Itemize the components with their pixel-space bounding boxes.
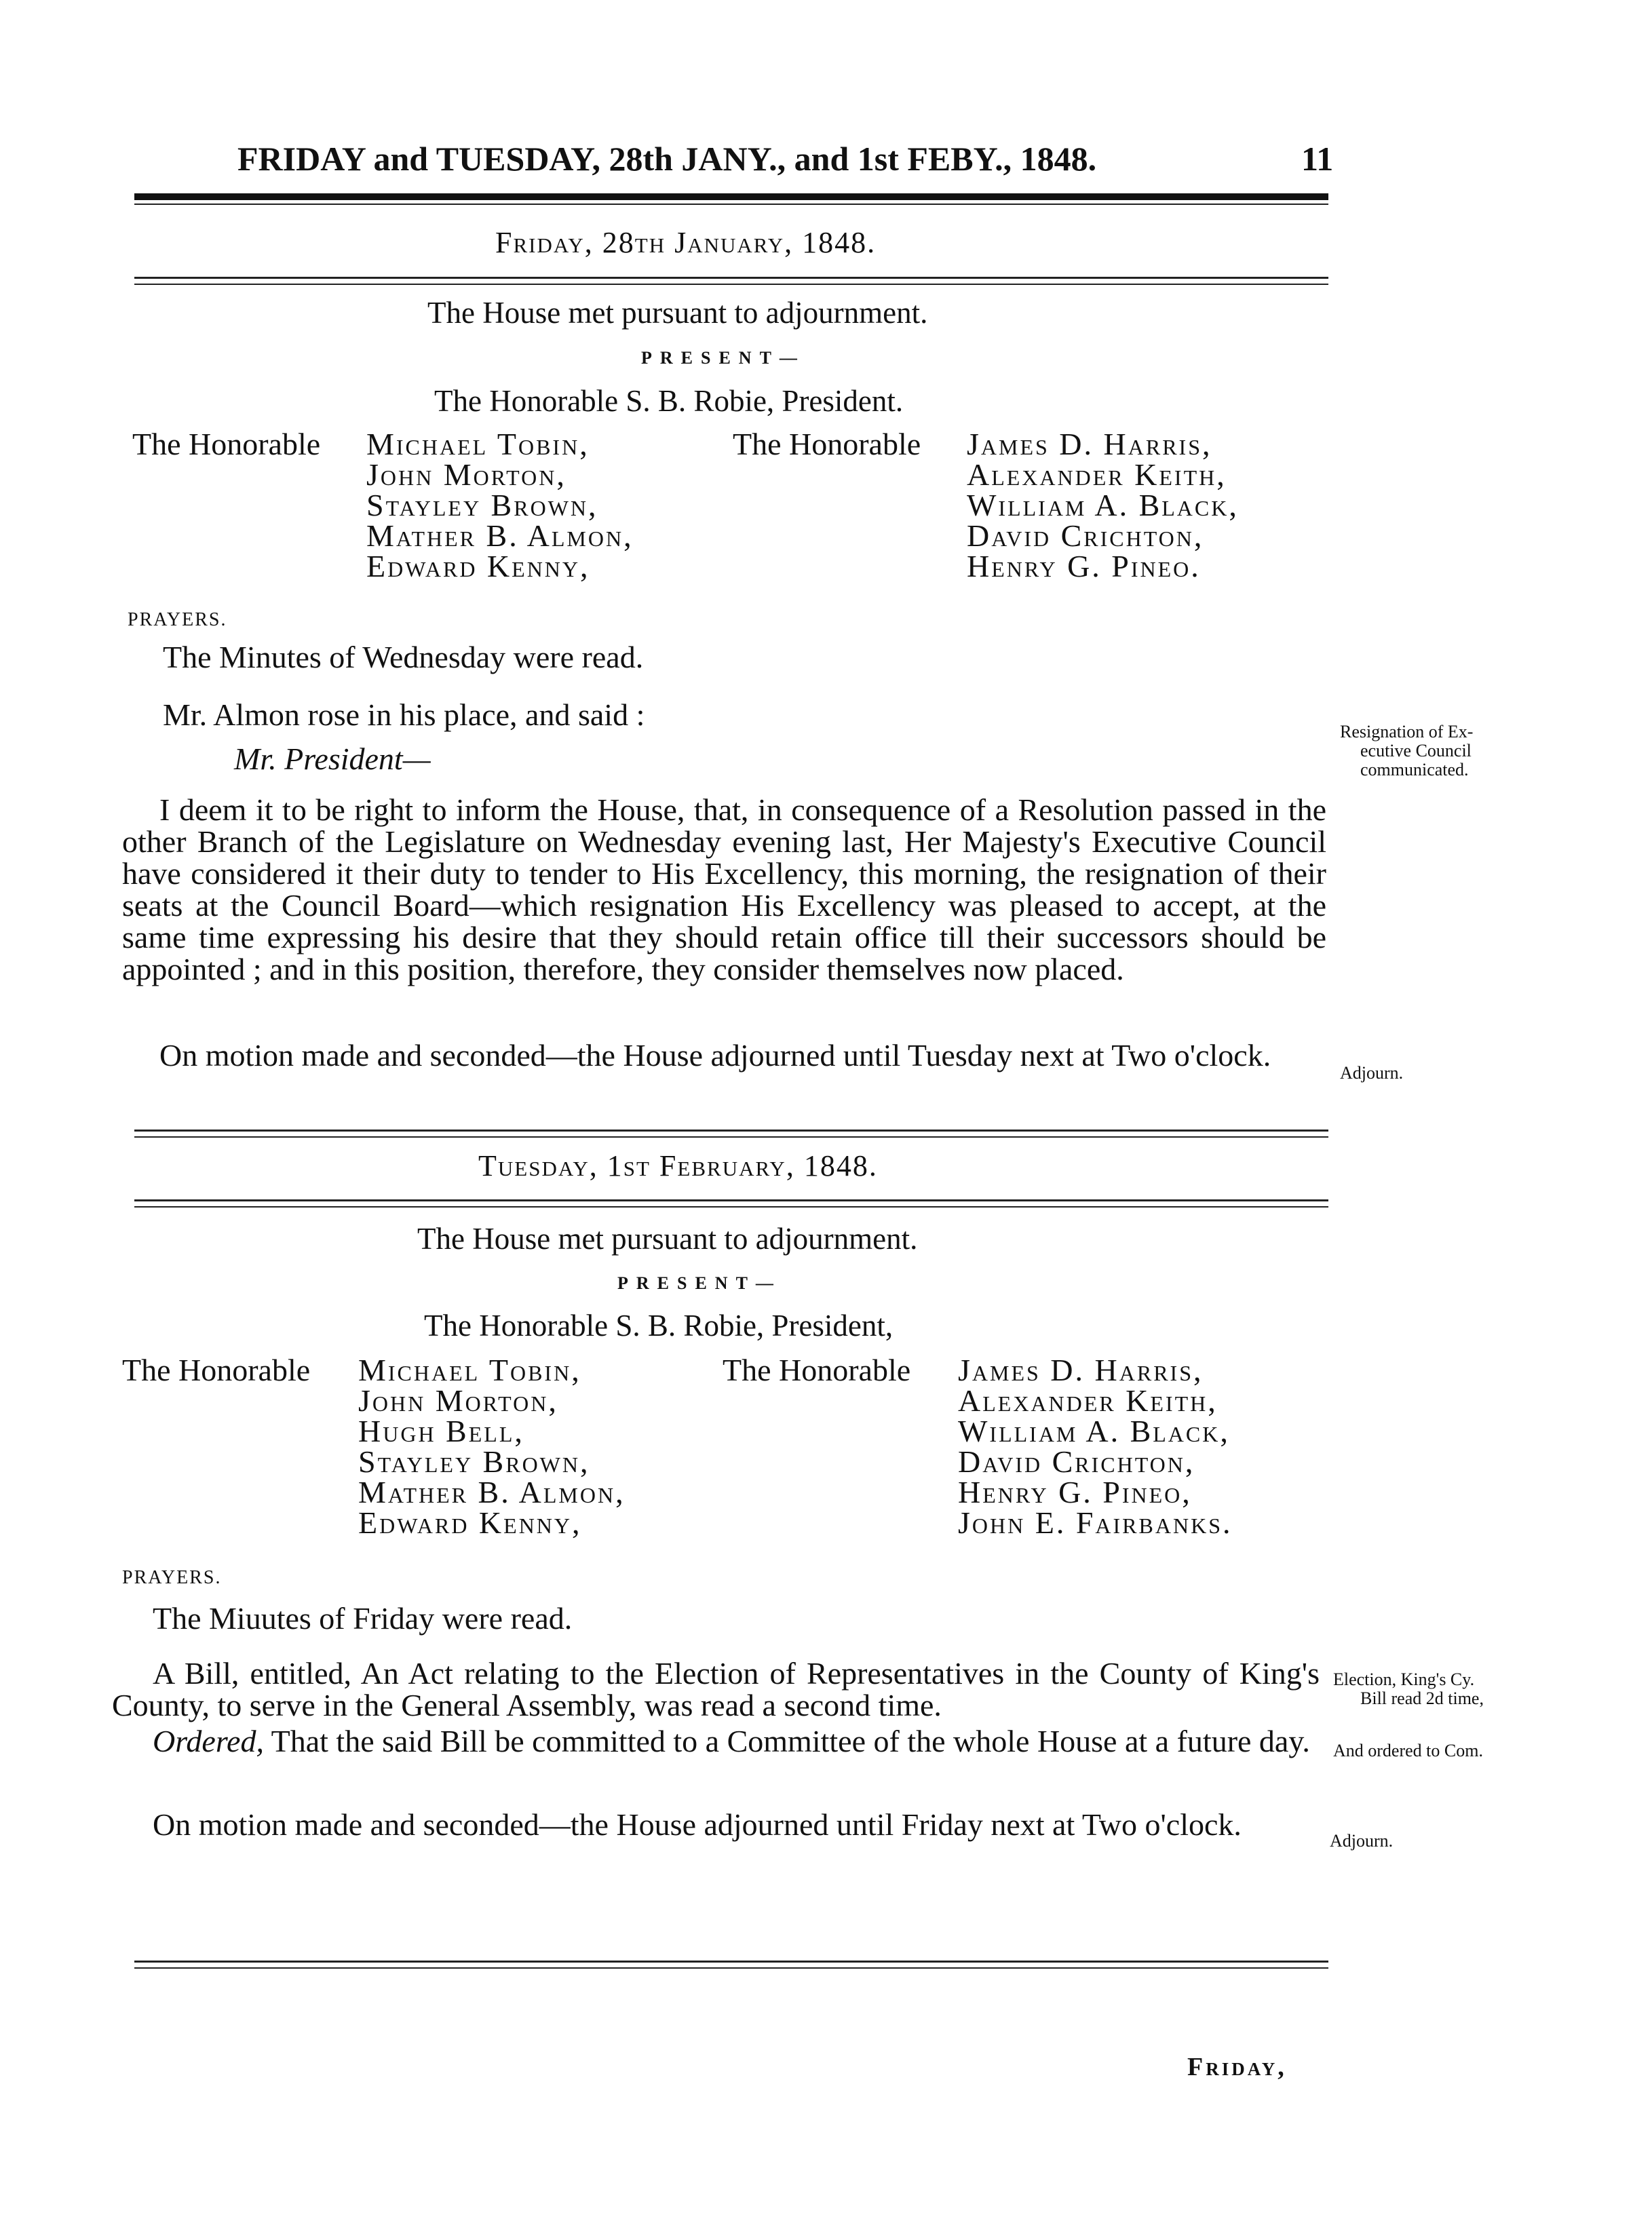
- member-name: Mather B. Almon,: [358, 1475, 626, 1509]
- header-rule-thin: [134, 204, 1328, 205]
- member-name: Michael Tobin,: [358, 1353, 581, 1387]
- member-name: Hugh Bell,: [358, 1414, 524, 1448]
- ordered-text: That the said Bill be committed to a Committee of the whole House at a future day.: [271, 1724, 1310, 1758]
- honorable-label-left: The Honorable: [132, 427, 321, 461]
- section-divider: [134, 1130, 1328, 1132]
- member-name: William A. Black,: [958, 1414, 1230, 1448]
- member-name: Edward Kenny,: [366, 549, 590, 583]
- house-met-text: The House met pursuant to adjournment.: [417, 1222, 918, 1256]
- prayers-label: PRAYERS.: [122, 1567, 222, 1588]
- president-line: [434, 383, 903, 419]
- adjourn-paragraph: On motion made and seconded—the House adjourned until Friday next at Two o'clock.: [153, 1807, 1242, 1842]
- catchword: Friday,: [1187, 2053, 1287, 2081]
- margin-note-election: [1333, 1670, 1484, 1708]
- section-date-tuesday: Tuesday, 1st February, 1848.: [478, 1149, 878, 1182]
- honorable-label-right: The Honorable: [723, 1353, 911, 1387]
- present-label: PRESENT—: [617, 1273, 782, 1293]
- margin-note-ordered: And ordered to Com.: [1333, 1741, 1483, 1760]
- member-name: Stayley Brown,: [358, 1444, 590, 1479]
- members-list-left: [366, 429, 634, 581]
- bottom-rule: [134, 1961, 1328, 1963]
- almon-rose-text: Mr. Almon rose in his place, and said :: [163, 697, 645, 732]
- margin-note-line: Resignation of Ex-: [1340, 722, 1474, 741]
- members-list-right: [967, 429, 1239, 581]
- margin-note-line: ecutive Council: [1360, 741, 1472, 760]
- page-number: 11: [1301, 140, 1334, 178]
- member-name: Henry G. Pineo,: [958, 1475, 1192, 1509]
- section-rule: [134, 1199, 1328, 1201]
- house-met-text: The House met pursuant to adjournment.: [427, 296, 928, 330]
- honorable-label-left: The Honorable: [122, 1353, 311, 1387]
- members-list-left: [358, 1355, 626, 1538]
- member-name: Stayley Brown,: [366, 488, 598, 522]
- member-name: David Crichton,: [967, 518, 1204, 553]
- member-name: James D. Harris,: [958, 1353, 1204, 1387]
- member-name: Mather B. Almon,: [366, 518, 634, 553]
- margin-note-adjourn: Adjourn.: [1330, 1831, 1394, 1851]
- member-name: Edward Kenny,: [358, 1505, 582, 1540]
- address-text: Mr. President—: [234, 741, 431, 776]
- bill-paragraph: A Bill, entitled, An Act relating to the Election of Representatives in the County of King's County, to serve in the General Assembly, was read a second time.: [112, 1656, 1320, 1722]
- ordered-paragraph: [112, 1725, 1320, 1757]
- member-name: John E. Fairbanks.: [958, 1505, 1233, 1540]
- member-name: David Crichton,: [958, 1444, 1195, 1479]
- member-name: John Morton,: [358, 1383, 558, 1418]
- section-rule-thin: [134, 1206, 1328, 1208]
- member-name: Alexander Keith,: [967, 457, 1227, 492]
- member-name: Alexander Keith,: [958, 1383, 1218, 1418]
- president-line: [424, 1308, 893, 1343]
- speech-paragraph: I deem it to be right to inform the House, that, in consequence of a Resolution passed in the other Branch of the Legislature on Wednesday evening last, Her Majesty's Executive Council have considered it their duty to tender to His Excellency, this morning, the resignation of their seats at the Council Board—which resignation His Excellency was pleased to accept, at the same time expressing his desire that they should retain office till their successors should be appointed ; and in this position, therefore, they consider themselves now placed.: [122, 792, 1326, 986]
- section-date-friday: Friday, 28th January, 1848.: [495, 226, 877, 259]
- margin-note-line: Election, King's Cy.: [1333, 1670, 1475, 1689]
- honorable-label-right: The Honorable: [733, 427, 921, 461]
- minutes-text: The Minutes of Wednesday were read.: [163, 640, 644, 674]
- president-text: The Honorable S. B. Robie, President.: [434, 384, 904, 418]
- member-name: William A. Black,: [967, 488, 1239, 522]
- member-name: Michael Tobin,: [366, 427, 590, 461]
- ordered-word: Ordered,: [153, 1724, 264, 1758]
- margin-note-line: communicated.: [1360, 760, 1469, 779]
- member-name: John Morton,: [366, 457, 566, 492]
- section-divider-thin: [134, 1136, 1328, 1138]
- margin-note-resignation: [1340, 722, 1473, 779]
- member-name: Henry G. Pineo.: [967, 549, 1201, 583]
- section-rule: [134, 277, 1328, 279]
- section-rule-thin: [134, 284, 1328, 285]
- running-header: FRIDAY and TUESDAY, 28th JANY., and 1st FEBY., 1848.: [237, 140, 1097, 178]
- minutes-text: The Miuutes of Friday were read.: [153, 1601, 573, 1636]
- present-label: PRESENT—: [641, 348, 805, 368]
- president-text: The Honorable S. B. Robie, President,: [424, 1309, 894, 1343]
- margin-note-line: Bill read 2d time,: [1360, 1689, 1484, 1708]
- header-rule: [134, 193, 1328, 200]
- adjourn-paragraph: On motion made and seconded—the House adjourned until Tuesday next at Two o'clock.: [159, 1038, 1271, 1073]
- bottom-rule-thin: [134, 1967, 1328, 1969]
- members-list-right: [958, 1355, 1233, 1538]
- prayers-label: PRAYERS.: [128, 609, 227, 630]
- margin-note-adjourn: Adjourn.: [1340, 1063, 1404, 1083]
- member-name: James D. Harris,: [967, 427, 1212, 461]
